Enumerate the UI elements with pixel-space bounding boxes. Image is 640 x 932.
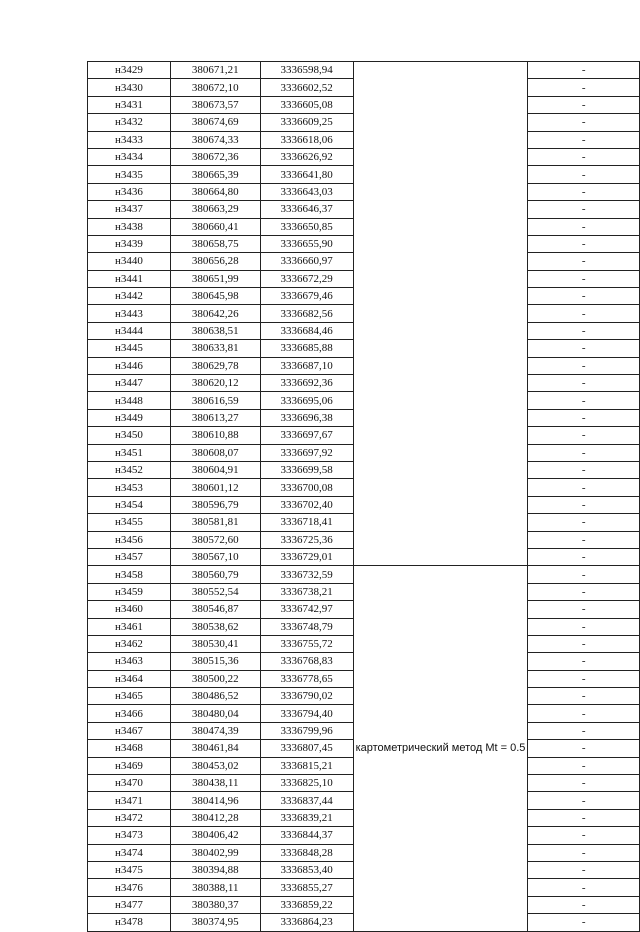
y-coordinate-cell: 3336672,29 [260,270,353,287]
y-coordinate-cell: 3336738,21 [260,583,353,600]
x-coordinate-cell: 380642,26 [170,305,260,322]
dash-cell: - [528,740,640,757]
point-id-cell: н3464 [88,670,171,687]
x-coordinate-cell: 380394,88 [170,861,260,878]
point-id-cell: н3437 [88,201,171,218]
dash-cell: - [528,201,640,218]
dash-cell: - [528,861,640,878]
point-id-cell: н3449 [88,409,171,426]
y-coordinate-cell: 3336794,40 [260,705,353,722]
point-id-cell: н3442 [88,288,171,305]
y-coordinate-cell: 3336815,21 [260,757,353,774]
x-coordinate-cell: 380572,60 [170,531,260,548]
dash-cell: - [528,479,640,496]
dash-cell: - [528,722,640,739]
dash-cell: - [528,148,640,165]
x-coordinate-cell: 380515,36 [170,653,260,670]
dash-cell: - [528,444,640,461]
dash-cell: - [528,270,640,287]
point-id-cell: н3463 [88,653,171,670]
point-id-cell: н3446 [88,357,171,374]
x-coordinate-cell: 380530,41 [170,635,260,652]
point-id-cell: н3453 [88,479,171,496]
x-coordinate-cell: 380620,12 [170,375,260,392]
y-coordinate-cell: 3336618,06 [260,131,353,148]
dash-cell: - [528,896,640,913]
dash-cell: - [528,409,640,426]
y-coordinate-cell: 3336685,88 [260,340,353,357]
dash-cell: - [528,427,640,444]
dash-cell: - [528,757,640,774]
y-coordinate-cell: 3336682,56 [260,305,353,322]
dash-cell: - [528,688,640,705]
point-id-cell: н3477 [88,896,171,913]
dash-cell: - [528,235,640,252]
dash-cell: - [528,914,640,931]
point-id-cell: н3435 [88,166,171,183]
dash-cell: - [528,305,640,322]
dash-cell: - [528,618,640,635]
y-coordinate-cell: 3336602,52 [260,79,353,96]
dash-cell: - [528,114,640,131]
x-coordinate-cell: 380629,78 [170,357,260,374]
point-id-cell: н3469 [88,757,171,774]
point-id-cell: н3465 [88,688,171,705]
y-coordinate-cell: 3336855,27 [260,879,353,896]
x-coordinate-cell: 380663,29 [170,201,260,218]
y-coordinate-cell: 3336718,41 [260,514,353,531]
x-coordinate-cell: 380546,87 [170,601,260,618]
dash-cell: - [528,218,640,235]
y-coordinate-cell: 3336650,85 [260,218,353,235]
y-coordinate-cell: 3336646,37 [260,201,353,218]
x-coordinate-cell: 380601,12 [170,479,260,496]
point-id-cell: н3448 [88,392,171,409]
point-id-cell: н3460 [88,601,171,618]
point-id-cell: н3440 [88,253,171,270]
y-coordinate-cell: 3336837,44 [260,792,353,809]
dash-cell: - [528,496,640,513]
point-id-cell: н3447 [88,375,171,392]
y-coordinate-cell: 3336725,36 [260,531,353,548]
method-cell-empty [353,62,528,566]
dash-cell: - [528,322,640,339]
x-coordinate-cell: 380438,11 [170,775,260,792]
x-coordinate-cell: 380674,33 [170,131,260,148]
point-id-cell: н3443 [88,305,171,322]
table-row [88,62,640,79]
method-cell: картометрический метод Mt = 0.5 [353,566,528,931]
point-id-cell: н3471 [88,792,171,809]
point-id-cell: н3455 [88,514,171,531]
dash-cell: - [528,357,640,374]
dash-cell: - [528,131,640,148]
y-coordinate-cell: 3336641,80 [260,166,353,183]
x-coordinate-cell: 380453,02 [170,757,260,774]
coordinates-table-body [88,62,640,932]
y-coordinate-cell: 3336839,21 [260,809,353,826]
table-row [88,566,640,583]
point-id-cell: н3439 [88,235,171,252]
point-id-cell: н3431 [88,96,171,113]
x-coordinate-cell: 380610,88 [170,427,260,444]
y-coordinate-cell: 3336697,92 [260,444,353,461]
y-coordinate-cell: 3336643,03 [260,183,353,200]
point-id-cell: н3433 [88,131,171,148]
x-coordinate-cell: 380664,80 [170,183,260,200]
point-id-cell: н3429 [88,62,171,79]
point-id-cell: н3441 [88,270,171,287]
y-coordinate-cell: 3336702,40 [260,496,353,513]
y-coordinate-cell: 3336799,96 [260,722,353,739]
point-id-cell: н3454 [88,496,171,513]
point-id-cell: н3475 [88,861,171,878]
y-coordinate-cell: 3336790,02 [260,688,353,705]
y-coordinate-cell: 3336742,97 [260,601,353,618]
point-id-cell: н3459 [88,583,171,600]
x-coordinate-cell: 380406,42 [170,827,260,844]
dash-cell: - [528,62,640,79]
point-id-cell: н3456 [88,531,171,548]
x-coordinate-cell: 380673,57 [170,96,260,113]
point-id-cell: н3461 [88,618,171,635]
x-coordinate-cell: 380616,59 [170,392,260,409]
x-coordinate-cell: 380645,98 [170,288,260,305]
y-coordinate-cell: 3336729,01 [260,548,353,565]
x-coordinate-cell: 380380,37 [170,896,260,913]
x-coordinate-cell: 380552,54 [170,583,260,600]
dash-cell: - [528,601,640,618]
x-coordinate-cell: 380412,28 [170,809,260,826]
y-coordinate-cell: 3336700,08 [260,479,353,496]
dash-cell: - [528,583,640,600]
dash-cell: - [528,288,640,305]
point-id-cell: н3457 [88,548,171,565]
point-id-cell: н3467 [88,722,171,739]
y-coordinate-cell: 3336755,72 [260,635,353,652]
point-id-cell: н3444 [88,322,171,339]
x-coordinate-cell: 380374,95 [170,914,260,931]
dash-cell: - [528,79,640,96]
y-coordinate-cell: 3336696,38 [260,409,353,426]
y-coordinate-cell: 3336778,65 [260,670,353,687]
x-coordinate-cell: 380474,39 [170,722,260,739]
dash-cell: - [528,96,640,113]
coordinates-table [87,61,640,932]
y-coordinate-cell: 3336732,59 [260,566,353,583]
dash-cell: - [528,340,640,357]
y-coordinate-cell: 3336598,94 [260,62,353,79]
point-id-cell: н3458 [88,566,171,583]
point-id-cell: н3436 [88,183,171,200]
x-coordinate-cell: 380633,81 [170,340,260,357]
point-id-cell: н3472 [88,809,171,826]
x-coordinate-cell: 380500,22 [170,670,260,687]
x-coordinate-cell: 380671,21 [170,62,260,79]
y-coordinate-cell: 3336660,97 [260,253,353,270]
dash-cell: - [528,392,640,409]
point-id-cell: н3478 [88,914,171,931]
x-coordinate-cell: 380660,41 [170,218,260,235]
dash-cell: - [528,653,640,670]
y-coordinate-cell: 3336697,67 [260,427,353,444]
x-coordinate-cell: 380638,51 [170,322,260,339]
x-coordinate-cell: 380461,84 [170,740,260,757]
point-id-cell: н3474 [88,844,171,861]
point-id-cell: н3451 [88,444,171,461]
y-coordinate-cell: 3336687,10 [260,357,353,374]
dash-cell: - [528,792,640,809]
point-id-cell: н3432 [88,114,171,131]
dash-cell: - [528,253,640,270]
y-coordinate-cell: 3336609,25 [260,114,353,131]
dash-cell: - [528,809,640,826]
dash-cell: - [528,166,640,183]
point-id-cell: н3476 [88,879,171,896]
x-coordinate-cell: 380414,96 [170,792,260,809]
dash-cell: - [528,775,640,792]
x-coordinate-cell: 380486,52 [170,688,260,705]
x-coordinate-cell: 380613,27 [170,409,260,426]
point-id-cell: н3450 [88,427,171,444]
x-coordinate-cell: 380674,69 [170,114,260,131]
x-coordinate-cell: 380658,75 [170,235,260,252]
x-coordinate-cell: 380672,10 [170,79,260,96]
dash-cell: - [528,566,640,583]
point-id-cell: н3462 [88,635,171,652]
point-id-cell: н3438 [88,218,171,235]
y-coordinate-cell: 3336853,40 [260,861,353,878]
dash-cell: - [528,548,640,565]
point-id-cell: н3430 [88,79,171,96]
y-coordinate-cell: 3336768,83 [260,653,353,670]
y-coordinate-cell: 3336807,45 [260,740,353,757]
x-coordinate-cell: 380388,11 [170,879,260,896]
x-coordinate-cell: 380665,39 [170,166,260,183]
x-coordinate-cell: 380480,04 [170,705,260,722]
y-coordinate-cell: 3336655,90 [260,235,353,252]
x-coordinate-cell: 380651,99 [170,270,260,287]
x-coordinate-cell: 380538,62 [170,618,260,635]
x-coordinate-cell: 380608,07 [170,444,260,461]
point-id-cell: н3434 [88,148,171,165]
y-coordinate-cell: 3336848,28 [260,844,353,861]
y-coordinate-cell: 3336859,22 [260,896,353,913]
y-coordinate-cell: 3336626,92 [260,148,353,165]
dash-cell: - [528,183,640,200]
dash-cell: - [528,670,640,687]
point-id-cell: н3468 [88,740,171,757]
y-coordinate-cell: 3336748,79 [260,618,353,635]
y-coordinate-cell: 3336692,36 [260,375,353,392]
y-coordinate-cell: 3336695,06 [260,392,353,409]
point-id-cell: н3473 [88,827,171,844]
x-coordinate-cell: 380560,79 [170,566,260,583]
point-id-cell: н3466 [88,705,171,722]
x-coordinate-cell: 380604,91 [170,461,260,478]
dash-cell: - [528,375,640,392]
y-coordinate-cell: 3336844,37 [260,827,353,844]
x-coordinate-cell: 380402,99 [170,844,260,861]
point-id-cell: н3445 [88,340,171,357]
y-coordinate-cell: 3336679,46 [260,288,353,305]
y-coordinate-cell: 3336864,23 [260,914,353,931]
x-coordinate-cell: 380672,36 [170,148,260,165]
dash-cell: - [528,514,640,531]
point-id-cell: н3452 [88,461,171,478]
dash-cell: - [528,827,640,844]
point-id-cell: н3470 [88,775,171,792]
y-coordinate-cell: 3336605,08 [260,96,353,113]
y-coordinate-cell: 3336699,58 [260,461,353,478]
x-coordinate-cell: 380656,28 [170,253,260,270]
dash-cell: - [528,844,640,861]
dash-cell: - [528,461,640,478]
x-coordinate-cell: 380581,81 [170,514,260,531]
x-coordinate-cell: 380596,79 [170,496,260,513]
y-coordinate-cell: 3336684,46 [260,322,353,339]
dash-cell: - [528,705,640,722]
x-coordinate-cell: 380567,10 [170,548,260,565]
dash-cell: - [528,531,640,548]
dash-cell: - [528,879,640,896]
dash-cell: - [528,635,640,652]
y-coordinate-cell: 3336825,10 [260,775,353,792]
